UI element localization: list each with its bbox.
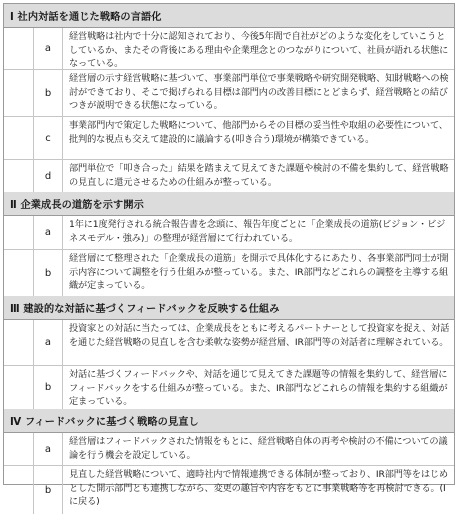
row-letter: b: [34, 70, 63, 116]
row-letter: b: [34, 366, 63, 409]
table-row: [4, 70, 454, 117]
table-row: [4, 160, 454, 192]
row-text: 投資家との対話に当たっては、企業成長をともに考えるパートナーとして投資家を捉え、対話を通じた経営戦略の見直しを含む柔軟な姿勢が経営層、IR部門等の対話者に理解されている。: [69, 323, 450, 348]
row-letter: a: [34, 320, 63, 365]
section-title: Ⅲ 建設的な対話に基づくフィードバックを反映する仕組み: [4, 296, 454, 320]
row-letter: a: [34, 433, 63, 465]
table-row: [4, 117, 454, 160]
section-4: [4, 409, 454, 514]
row-text: 見直した経営戦略について、適時社内で情報連携できる体制が整っており、IR部門等をはじめとした開示部門とも連携しながら、変更の趣旨や内容をもとに事業戦略等を再検討できる。(Ⅰに戻る): [69, 469, 448, 508]
row-letter: a: [34, 28, 63, 69]
table-row: [4, 28, 454, 70]
strategy-checklist-table: [3, 3, 455, 508]
row-letter: a: [34, 216, 63, 249]
row-text: 経営層の示す経営戦略に基づいて、事業部門単位で事業戦略や研究開発戦略、知財戦略への検討ができており、そこで掲げられる目標は部門内の改善目標にとどまらず、経営戦略との結びつきが説明できる状態になっている。: [69, 73, 449, 112]
row-letter: b: [34, 466, 63, 514]
table-row: [4, 466, 454, 514]
table-row: [4, 433, 454, 466]
row-text: 部門単位で「叩き合った」結果を踏まえて見えてきた課題や検討の不備を集約して、経営戦略の見直しに還元させるための仕組みが整っている。: [69, 163, 449, 188]
row-letter: b: [34, 250, 63, 296]
row-text: 対話に基づくフィードバックや、対話を通じて見えてきた課題等の情報を集約して、経営層にフィードバックをする仕組みが整っている。また、IR部門などこれらの情報を集約する組織が定まっている。: [69, 369, 448, 408]
section-2: [4, 192, 454, 296]
section-title: Ⅰ 社内対話を通じた戦略の言語化: [4, 4, 454, 28]
section-title: Ⅳ フィードバックに基づく戦略の見直し: [4, 409, 454, 433]
row-text: 経営層にて整理された「企業成長の道筋」を開示で具体化するにあたり、各事業部門同士が開示内容について調整を行う仕組みが整っている。また、IR部門などこれらの調整を主導する組織が定まっている。: [69, 253, 449, 292]
table-row: [4, 366, 454, 409]
section-1: [4, 4, 454, 192]
table-row: [4, 250, 454, 296]
row-letter: d: [34, 160, 63, 192]
row-text: 経営戦略は社内で十分に認知されており、今後5年間で自社がどのような変化をしていこうとしているか、またその背後にある理由や企業理念とのつながりについて、社員が語れる状態になっている。: [69, 31, 449, 70]
row-letter: c: [34, 117, 63, 159]
row-text: 経営層はフィードバックされた情報をもとに、経営戦略自体の再考や検討の不備についての議論を行う機会を設定している。: [69, 436, 448, 461]
section-title: Ⅱ 企業成長の道筋を示す開示: [4, 192, 454, 216]
row-text: 1年に1度発行される統合報告書を念頭に、報告年度ごとに「企業成長の道筋(ビジョン・ビジネスモデル・強み)」の整理が経営層にて行われている。: [69, 219, 446, 244]
section-3: [4, 296, 454, 409]
row-text: 事業部門内で策定した戦略について、他部門からその目標の妥当性や取組の必要性について、批判的な視点も交えて建設的に議論する(叩き合う)環境が構築できている。: [69, 120, 448, 145]
table-row: [4, 320, 454, 366]
table-row: [4, 216, 454, 250]
